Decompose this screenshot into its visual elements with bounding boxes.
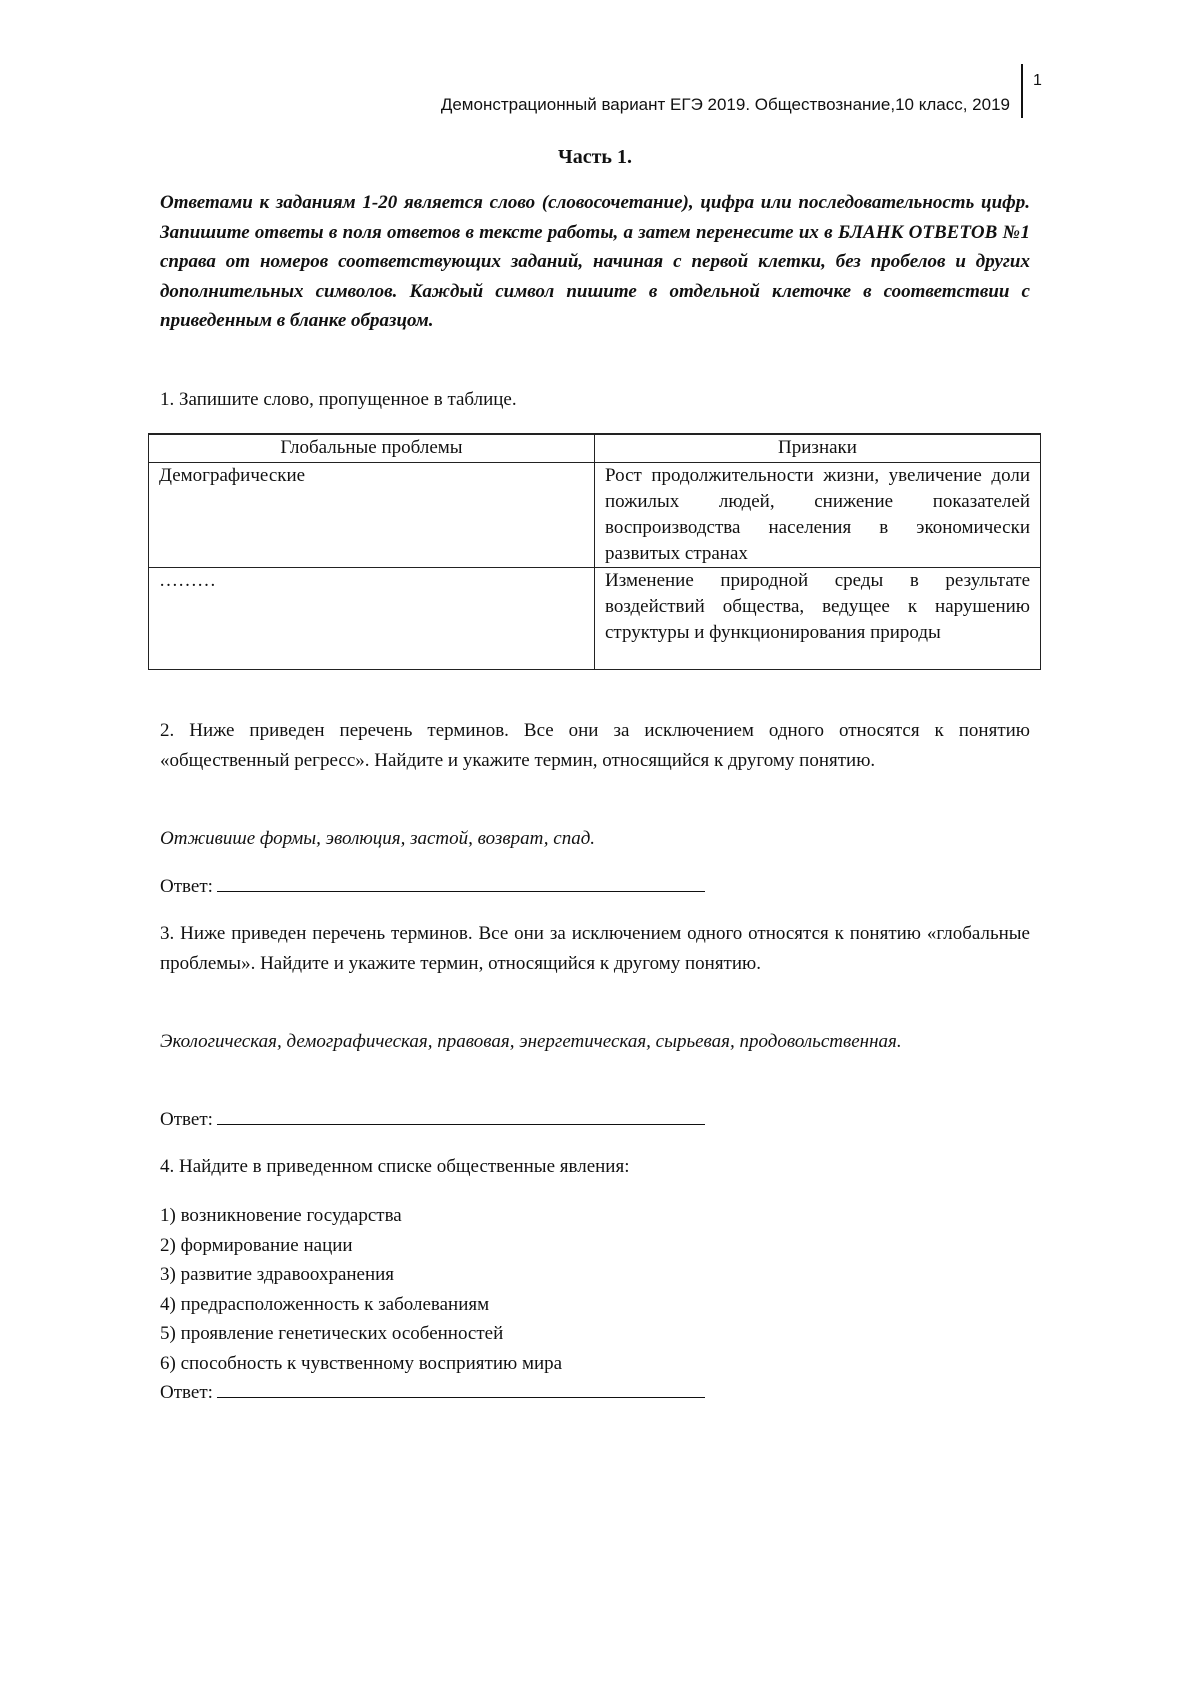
q4-options	[160, 1201, 705, 1408]
table-cell: Демографические	[149, 462, 595, 567]
list-item: 5) проявление генетических особенностей	[160, 1323, 504, 1344]
list-item: 3) развитие здравоохранения	[160, 1264, 395, 1285]
part-title: Часть 1.	[558, 146, 632, 168]
q2-answer	[160, 872, 705, 898]
list-item: 1) возникновение государства	[160, 1205, 402, 1226]
page-header: Демонстрационный вариант ЕГЭ 2019. Обществознание,10 класс, 2019	[440, 95, 1010, 114]
q3-text: 3. Ниже приведен перечень терминов. Все они за исключением одного относятся к понятию «глобальные проблемы». Найдите и укажите термин, относящийся к другому понятию.	[160, 923, 1030, 974]
answer-label: Ответ:	[160, 876, 213, 897]
q1-text: 1. Запишите слово, пропущенное в таблице.	[160, 389, 517, 410]
table-cell: Изменение природной среды в результате воздействий общества, ведущее к нарушению структуры и функционирования природы	[595, 567, 1041, 669]
answer-label: Ответ:	[160, 1382, 213, 1403]
page-number: 1	[1033, 72, 1042, 89]
answer-label: Ответ:	[160, 1109, 213, 1130]
q2-terms: Отживише формы, эволюция, застой, возврат, спад.	[160, 828, 596, 849]
answer-field[interactable]	[217, 1378, 705, 1398]
header-divider	[1021, 64, 1023, 118]
list-item: 4) предрасположенность к заболеваниям	[160, 1293, 490, 1315]
table-header: Глобальные проблемы	[149, 434, 595, 462]
table-header: Признаки	[595, 434, 1041, 462]
q3-terms: Экологическая, демографическая, правовая, энергетическая, сырьевая, продовольственная.	[160, 1031, 902, 1052]
list-item: 6) способность к чувственному восприятию мира	[160, 1352, 563, 1374]
table-cell: ………	[149, 567, 595, 669]
instructions: Ответами к заданиям 1-20 является слово (словосочетание), цифра или последовательность цифр. Запишите ответы в поля ответов в тексте работы, а затем перенесите их в БЛАНК ОТВЕТОВ №1 справа от номеров соответствующих заданий, начиная с первой клетки, без пробелов и других дополнительных символов. Каждый символ пишите в отдельной клеточке в соответствии с приведенным в бланке образцом.	[160, 192, 1030, 331]
q3-answer	[160, 1105, 705, 1131]
q4-text: 4. Найдите в приведенном списке общественные явления:	[160, 1156, 630, 1177]
q2-text: 2. Ниже приведен перечень терминов. Все они за исключением одного относятся к понятию «общественный регресс». Найдите и укажите термин, относящийся к другому понятию.	[160, 720, 1030, 771]
list-item: 2) формирование нации	[160, 1234, 353, 1256]
table-row	[149, 462, 1041, 567]
table-row	[149, 567, 1041, 669]
answer-field[interactable]	[217, 872, 705, 892]
q4-answer	[160, 1378, 705, 1408]
answer-field[interactable]	[217, 1105, 705, 1125]
q1-table	[148, 433, 1041, 670]
table-cell: Рост продолжительности жизни, увеличение доли пожилых людей, снижение показателей воспроизводства населения в экономически развитых странах	[595, 462, 1041, 567]
